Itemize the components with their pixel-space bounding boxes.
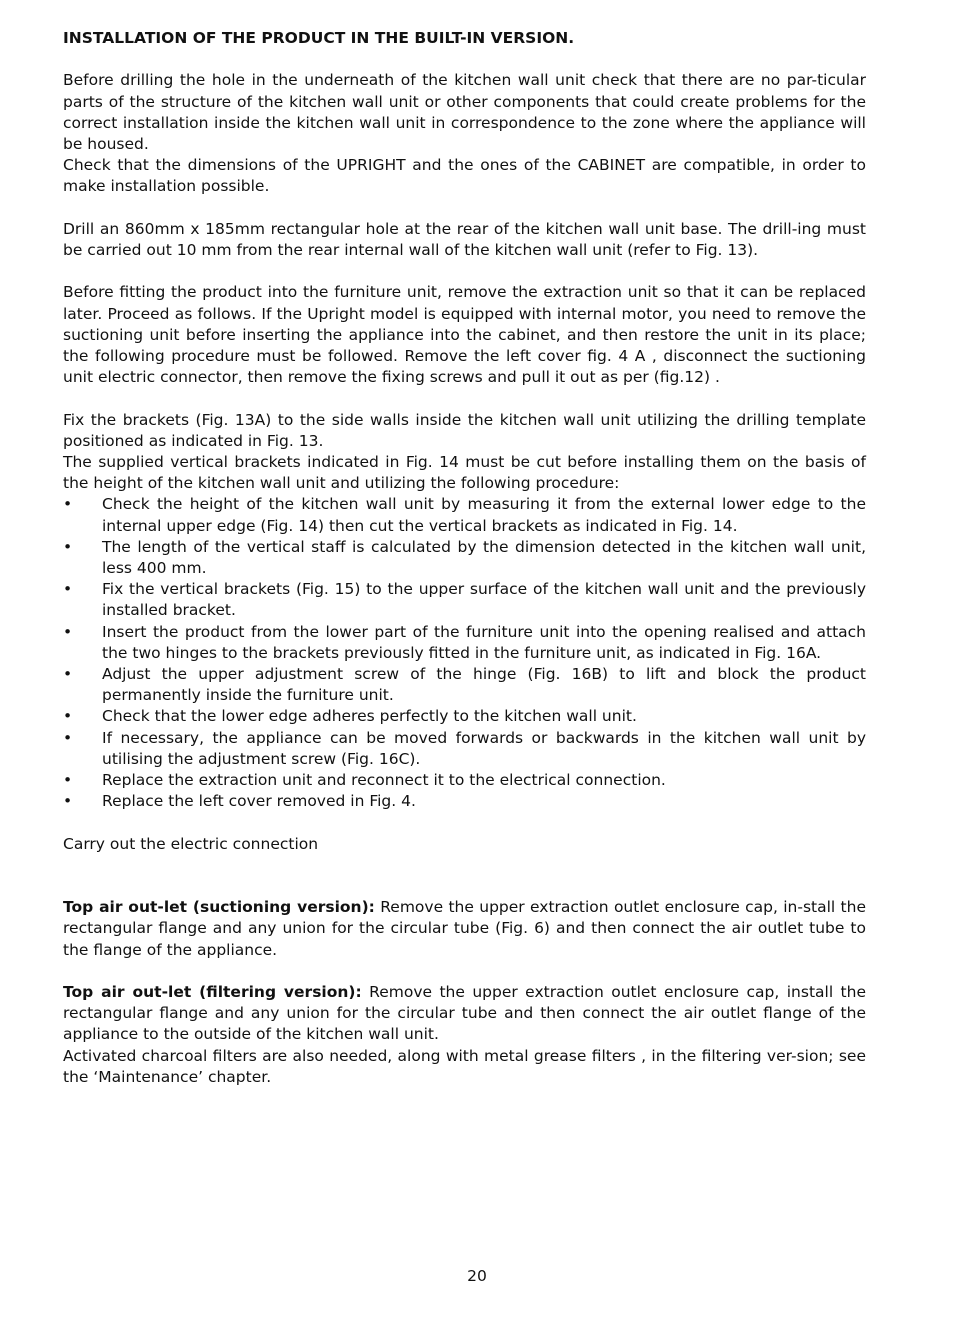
page-number: 20 bbox=[467, 1267, 487, 1285]
list-item bbox=[63, 770, 866, 791]
paragraph-fix-brackets: Fix the brackets (Fig. 13A) to the side walls inside the kitchen wall unit utilizing the drilling template positioned as indicated in Fig. 13. bbox=[63, 410, 866, 450]
bullet-icon: • bbox=[63, 580, 73, 599]
list-item-text: Adjust the upper adjustment screw of the hinge (Fig. 16B) to lift and block the product permanently inside the furniture unit. bbox=[102, 665, 866, 705]
list-item bbox=[63, 622, 866, 664]
document-body bbox=[63, 28, 866, 1088]
list-item-text: The length of the vertical staff is calculated by the dimension detected in the kitchen wall unit, less 400 mm. bbox=[102, 537, 866, 578]
bullet-icon: • bbox=[63, 707, 73, 726]
list-item bbox=[63, 706, 866, 727]
list-item bbox=[63, 537, 866, 579]
bullet-icon: • bbox=[63, 792, 73, 811]
filtering-version-text: Remove the upper extraction outlet enclosure cap, install the rectangular flange and any union for the circular tube and then connect the air outlet flange of the appliance to the outside of the kitchen wall unit. bbox=[63, 983, 866, 1044]
paragraph-remove-extraction-unit: Before fitting the product into the furniture unit, remove the extraction unit so that it can be replaced later. Proceed as follows. If the Upright model is equipped with internal motor, you need to remove the suctioning unit before inserting the appliance into the cabinet, and then restore the unit in its place; the following procedure must be followed. Remove the left cover fig. 4 A , disconnect the suctioning unit electric connector, then remove the fixing screws and pull it out as per (fig.12) . bbox=[63, 283, 866, 387]
list-item bbox=[63, 494, 866, 536]
filtering-version-label: Top air out-let (filtering version): bbox=[63, 983, 362, 1002]
paragraph-vertical-brackets: The supplied vertical brackets indicated in Fig. 14 must be cut before installing them on the basis of the height of the kitchen wall unit and utilizing the following procedure: bbox=[63, 453, 866, 493]
list-item-text: Insert the product from the lower part of the furniture unit into the opening realised and attach the two hinges to the brackets previously fitted in the furniture unit, as indicated in Fig. 16A. bbox=[102, 622, 866, 662]
list-item-text: Check that the lower edge adheres perfectly to the kitchen wall unit. bbox=[102, 707, 637, 726]
paragraph-dimensions-check: Check that the dimensions of the UPRIGHT and the ones of the CABINET are compatible, in order to make installation possible. bbox=[63, 156, 866, 196]
paragraph-filtering-version bbox=[63, 982, 866, 1046]
paragraph-drilling-check: Before drilling the hole in the underneath of the kitchen wall unit check that there are no par-ticular parts of the structure of the kitchen wall unit or other components that could create problems for the correct installation inside the kitchen wall unit in correspondence to the zone where the appliance will be housed. bbox=[63, 71, 866, 153]
bullet-icon: • bbox=[63, 728, 73, 747]
list-item-text: Fix the vertical brackets (Fig. 15) to the upper surface of the kitchen wall unit and the previously installed bracket. bbox=[102, 580, 866, 620]
list-item-text: If necessary, the appliance can be moved forwards or backwards in the kitchen wall unit by utilising the adjustment screw (Fig. 16C). bbox=[102, 728, 866, 768]
list-item bbox=[63, 791, 866, 812]
bullet-icon: • bbox=[63, 622, 73, 641]
suctioning-version-label: Top air out-let (suctioning version): bbox=[63, 898, 375, 917]
paragraph-suctioning-version bbox=[63, 897, 866, 961]
list-item-text: Replace the extraction unit and reconnect it to the electrical connection. bbox=[102, 771, 666, 790]
list-item-text: Replace the left cover removed in Fig. 4. bbox=[102, 792, 416, 811]
bullet-icon: • bbox=[63, 537, 73, 556]
paragraph-charcoal-filters: Activated charcoal filters are also needed, along with metal grease filters , in the filtering ver-sion; see the ‘Maintenance’ chapter. bbox=[63, 1046, 866, 1086]
paragraph-drill-hole: Drill an 860mm x 185mm rectangular hole at the rear of the kitchen wall unit base. The drill-ing must be carried out 10 mm from the rear internal wall of the kitchen wall unit (refer to Fig. 13). bbox=[63, 219, 866, 259]
suctioning-version-text: Remove the upper extraction outlet enclosure cap, in-stall the rectangular flange and any union for the circular tube (Fig. 6) and then connect the air outlet tube to the flange of the appliance. bbox=[63, 898, 866, 959]
procedure-list bbox=[63, 494, 866, 812]
list-item bbox=[63, 579, 866, 621]
bullet-icon: • bbox=[63, 495, 73, 514]
list-item bbox=[63, 664, 866, 706]
list-item-text: Check the height of the kitchen wall unit by measuring it from the external lower edge to the internal upper edge (Fig. 14) then cut the vertical brackets as indicated in Fig. 14. bbox=[102, 495, 866, 535]
bullet-icon: • bbox=[63, 771, 73, 790]
list-item bbox=[63, 728, 866, 770]
bullet-icon: • bbox=[63, 665, 73, 684]
section-heading: INSTALLATION OF THE PRODUCT IN THE BUILT-IN VERSION. bbox=[63, 29, 575, 47]
paragraph-electric-connection: Carry out the electric connection bbox=[63, 834, 319, 853]
